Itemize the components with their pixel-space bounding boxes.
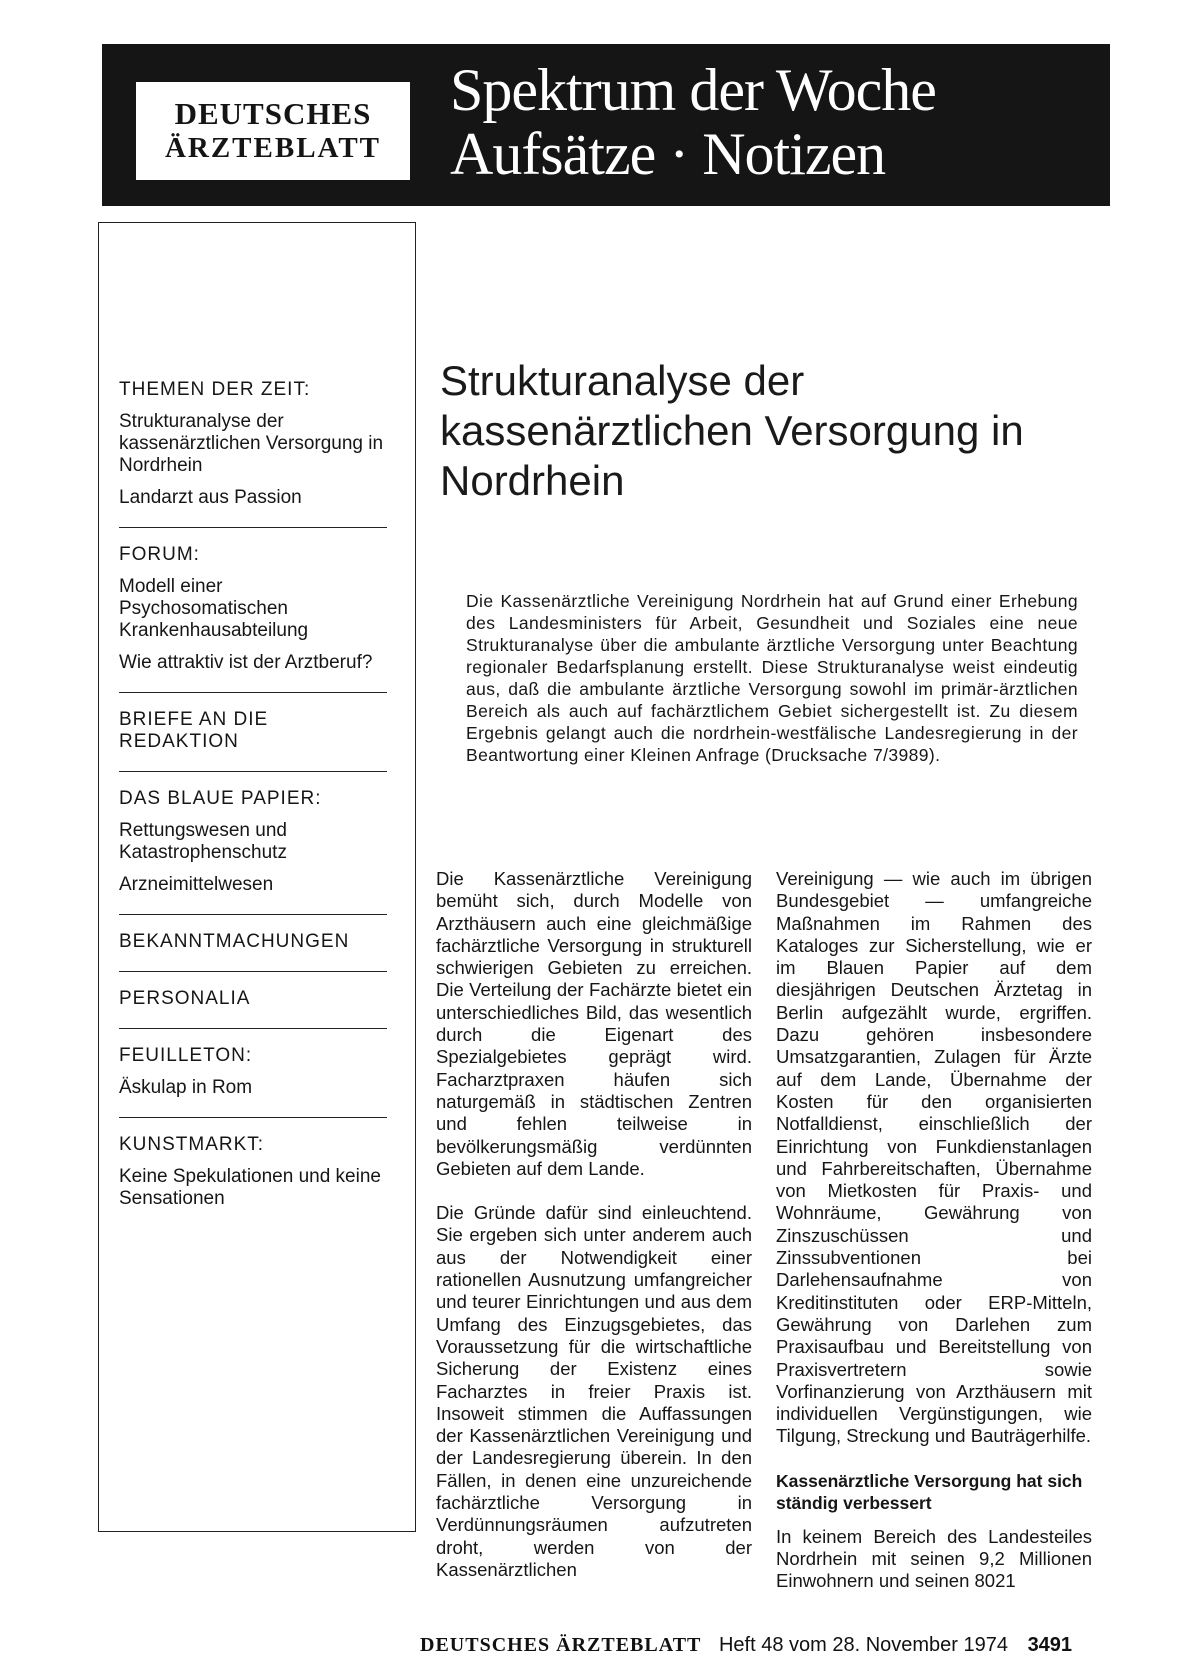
- toc-divider: [119, 692, 387, 693]
- toc-section: [119, 1045, 387, 1099]
- toc-item: Landarzt aus Passion: [119, 487, 302, 508]
- toc-section: [119, 931, 387, 953]
- page-number: 3491: [1027, 1634, 1073, 1656]
- footer-journal: DEUTSCHES ÄRZTEBLATT: [420, 1634, 702, 1656]
- toc-item: Arzneimittelwesen: [119, 874, 274, 895]
- toc-section-heading: PERSONALIA: [119, 988, 251, 1009]
- footer-issue: Heft 48 vom 28. November 1974: [718, 1634, 1008, 1656]
- toc-section-heading: KUNSTMARKT:: [119, 1134, 265, 1155]
- toc-section: [119, 709, 387, 753]
- section-title: [450, 58, 936, 186]
- logo-line-1: DEUTSCHES: [174, 96, 372, 131]
- toc-section-heading: FORUM:: [119, 544, 200, 565]
- toc-item: Rettungswesen und Katastrophenschutz: [119, 820, 287, 863]
- toc-section-heading: FEUILLETON:: [119, 1045, 253, 1066]
- section-title-line-2: Aufsätze · Notizen: [450, 121, 886, 187]
- article-paragraph: Die Kassenärztliche Vereinigung bemüht sich, durch Modelle von Arzthäusern auch eine gleichmäßige fachärztliche Versorgung in strukturell schwierigen Gebieten zu erreichen. Die Verteilung der Fachärzte bietet ein unterschiedliches Bild, das wesentlich durch die Eigenart des Spezialgebietes geprägt wird. Facharztpraxen häufen sich naturgemäß in städtischen Zentren und fehlen teilweise in bevölkerungsmäßig verdünnten Gebieten auf dem Lande.: [436, 868, 752, 1179]
- article-paragraph: Die Gründe dafür sind einleuchtend. Sie ergeben sich unter anderem auch aus der Notwendigkeit einer rationellen Ausnutzung umfangreicher und teurer Einrichtungen und aus dem Umfang des Einzugsgebietes, das Voraussetzung für die wirtschaftliche Sicherung der Existenz eines Facharztes in freier Praxis ist. Insoweit stimmen die Auffassungen der Kassenärztlichen Vereinigung und der Landesregierung überein. In den Fällen, in denen eine unzureichende fachärztliche Versorgung in Verdünnungsräumen aufzutreten droht, werden von der Kassenärztlichen: [436, 1202, 752, 1580]
- article-paragraph: In keinem Bereich des Landesteiles Nordrhein mit seinen 9,2 Millionen Einwohnern und seinen 8021: [776, 1525, 1092, 1592]
- masthead-banner: [102, 44, 1110, 206]
- toc-section: [119, 379, 387, 509]
- toc-section-heading: BRIEFE AN DIE REDAKTION: [119, 709, 269, 752]
- toc-item: Modell einer Psychosomatischen Krankenhausabteilung: [119, 576, 309, 641]
- toc-section-heading: DAS BLAUE PAPIER:: [119, 788, 322, 809]
- article-headline: Strukturanalyse der kassenärztlichen Versorgung in Nordrhein: [440, 357, 1024, 504]
- toc-item: Strukturanalyse der kassenärztlichen Versorgung in Nordrhein: [119, 411, 384, 476]
- toc-item: Wie attraktiv ist der Arztberuf?: [119, 652, 373, 673]
- article-subheading: Kassenärztliche Versorgung hat sich ständig verbessert: [776, 1470, 1083, 1513]
- article-paragraph: Vereinigung — wie auch im übrigen Bundesgebiet — umfangreiche Maßnahmen im Rahmen des Kataloges zur Sicherstellung, wie er im Blauen Papier auf dem diesjährigen Deutschen Ärztetag in Berlin aufgezählt wurde, ergriffen. Dazu gehören insbesondere Umsatzgarantien, Zulagen für Ärzte auf dem Lande, Übernahme der Kosten für den organisierten Notfalldienst, einschließlich der Einrichtung von Funkdienstanlagen und Fahrbereitschaften, Übernahme von Mietkosten für Praxis- und Wohnräume, Gewährung von Zinszuschüssen und Zinssubventionen bei Darlehensaufnahme von Kreditinstituten oder ERP-Mitteln, Gewährung von Darlehen zum Praxisaufbau und Bereitstellung von Praxisvertretern sowie Vorfinanzierung von Arzthäusern mit individuellen Vergünstigungen, wie Tilgung, Streckung und Bauträgerhilfe.: [776, 868, 1092, 1447]
- toc-divider: [119, 1028, 387, 1029]
- toc-section-heading: BEKANNTMACHUNGEN: [119, 931, 350, 952]
- section-title-line-1: Spektrum der Woche: [450, 57, 936, 123]
- toc-divider: [119, 971, 387, 972]
- toc-item: Keine Spekulationen und keine Sensationen: [119, 1166, 381, 1209]
- toc-section: [119, 544, 387, 674]
- article-column-2: [776, 868, 1092, 1615]
- table-of-contents: [98, 222, 416, 1532]
- toc-item: Äskulap in Rom: [119, 1077, 253, 1098]
- article-column-1: [436, 868, 752, 1603]
- article-lede: Die Kassenärztliche Vereinigung Nordrhein hat auf Grund einer Erhebung des Landesministers für Arbeit, Gesundheit und Soziales eine neue Strukturanalyse über die ambulante ärztliche Versorgung unter Beachtung regionaler Bedarfsplanung erstellt. Diese Strukturanalyse weist eindeutig aus, daß die ambulante ärztliche Versorgung sowohl im primär-ärztlichen Bereich als auch auf fachärztlichem Gebiet sichergestellt ist. Zu diesem Ergebnis gelangt auch die nordrhein-westfälische Landesregierung in der Beantwortung einer Kleinen Anfrage (Drucksache 7/3989).: [466, 591, 1078, 765]
- toc-list: [119, 379, 387, 1220]
- toc-section: [119, 788, 387, 896]
- logo-line-2: ÄRZTEBLATT: [164, 132, 382, 164]
- journal-logo: [136, 82, 410, 180]
- toc-divider: [119, 771, 387, 772]
- toc-divider: [119, 1117, 387, 1118]
- toc-section-heading: THEMEN DER ZEIT:: [119, 379, 311, 400]
- toc-divider: [119, 527, 387, 528]
- toc-section: [119, 1134, 387, 1210]
- toc-divider: [119, 914, 387, 915]
- toc-section: [119, 988, 387, 1010]
- page-footer: [420, 1634, 1072, 1657]
